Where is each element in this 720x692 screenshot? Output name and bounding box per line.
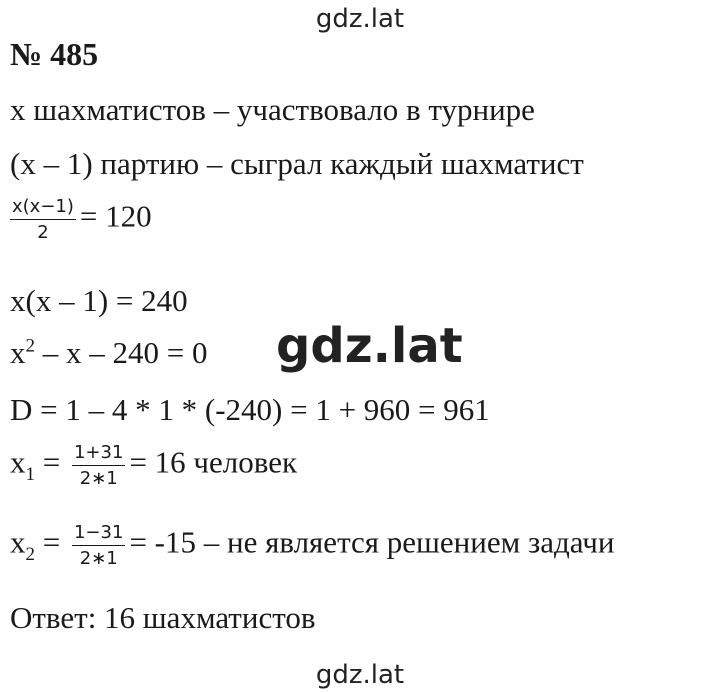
line-equation-expanded: x(x – 1) = 240 [10, 283, 188, 318]
line-answer: Ответ: 16 шахматистов [10, 600, 316, 635]
root-1-subscript: 1 [25, 463, 35, 485]
root-1-base: x [10, 444, 26, 480]
root-2-subscript: 2 [25, 543, 35, 565]
equation-rhs: = 120 [79, 198, 152, 234]
watermark-middle: gdz.lat [276, 318, 463, 374]
root-1-result: = 16 человек [129, 444, 298, 480]
line-games-each: (x – 1) партию – сыграл каждый шахматист [10, 146, 584, 181]
fraction [10, 196, 76, 243]
root-1-denominator: 2∗1 [79, 468, 118, 489]
root-2-denominator: 2∗1 [79, 548, 118, 569]
fraction-numerator: x(x−1) [10, 196, 76, 220]
root-2-result: = -15 – не является решением задачи [129, 524, 615, 560]
root-2-base: x [10, 524, 26, 560]
root-1-equals: = [35, 444, 61, 480]
root-2-equals: = [35, 524, 61, 560]
line-root-2 [10, 522, 614, 569]
root-2-numerator: 1−31 [72, 522, 125, 546]
root-1-fraction [72, 442, 125, 489]
quadratic-base: x [10, 335, 26, 370]
root-2-fraction [72, 522, 125, 569]
line-discriminant: D = 1 – 4 * 1 * (-240) = 1 + 960 = 961 [10, 392, 490, 427]
quadratic-rest: – x – 240 = 0 [35, 335, 208, 370]
problem-number: № 485 [10, 36, 99, 72]
line-root-1 [10, 442, 297, 489]
exponent: 2 [25, 335, 35, 357]
watermark-top: gdz.lat [315, 4, 405, 34]
line-equation-fraction [10, 196, 152, 243]
root-1-numerator: 1+31 [72, 442, 125, 466]
fraction-denominator: 2 [37, 222, 49, 243]
line-definition-x: x шахматистов – участвовало в турнире [10, 92, 535, 127]
watermark-bottom: gdz.lat [315, 660, 405, 690]
line-quadratic [10, 335, 207, 371]
